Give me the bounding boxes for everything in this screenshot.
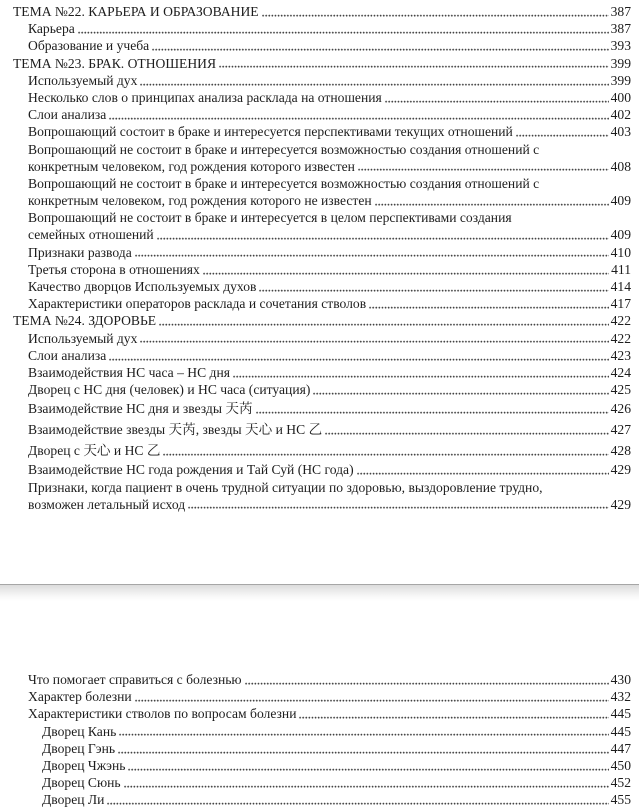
- toc-entry-page-number: 387: [610, 21, 631, 37]
- dot-leader: [188, 506, 608, 509]
- toc-entry-title: Несколько слов о принципах анализа расклада на отношения: [28, 89, 382, 105]
- toc-entry[interactable]: [0, 381, 639, 398]
- toc-entry[interactable]: [0, 740, 639, 757]
- toc-entry-page-number: 387: [610, 4, 631, 19]
- dot-leader: [262, 14, 609, 17]
- toc-entry-page-number: 411: [611, 261, 631, 277]
- toc-entry[interactable]: [0, 688, 639, 705]
- toc-entry[interactable]: [0, 141, 639, 158]
- toc-entry-page-number: 410: [610, 244, 631, 260]
- dot-leader: [516, 134, 609, 137]
- toc-page-2: [0, 601, 639, 808]
- toc-entry-title: Дворец Кань: [42, 723, 117, 739]
- toc-entry-page-number: 414: [610, 279, 631, 294]
- toc-entry-title: Слои анализа: [28, 107, 107, 123]
- dot-leader: [118, 751, 609, 754]
- page-separator: [0, 584, 639, 601]
- toc-entry-title: Используемый дух: [28, 330, 138, 346]
- toc-entry[interactable]: [0, 72, 639, 89]
- dot-leader: [109, 358, 608, 361]
- toc-entry-page-number: 455: [610, 792, 631, 808]
- toc-entry-page-number: 427: [610, 422, 631, 438]
- toc-entry-page-number: 409: [610, 227, 631, 243]
- toc-entry-page-number: 393: [610, 38, 631, 54]
- dot-leader: [107, 802, 608, 805]
- dot-leader: [159, 323, 609, 326]
- toc-entry[interactable]: [0, 123, 639, 140]
- toc-entry-title: конкретным человеком, год рождения которого известен: [28, 158, 355, 174]
- dot-leader: [357, 472, 609, 475]
- toc-entry-page-number: 422: [610, 330, 631, 346]
- toc-entry[interactable]: [0, 791, 639, 808]
- dot-leader: [313, 392, 608, 395]
- dot-leader: [245, 682, 609, 685]
- dot-leader: [128, 768, 608, 771]
- toc-entry[interactable]: [0, 244, 639, 261]
- toc-entry[interactable]: [0, 705, 639, 722]
- dot-leader: [325, 432, 608, 435]
- toc-entry-page-number: 452: [610, 775, 631, 791]
- toc-entry-title: Третья сторона в отношениях: [28, 261, 200, 277]
- toc-page-2-lines: [0, 671, 639, 809]
- toc-entry-page-number: 445: [610, 723, 631, 739]
- toc-entry[interactable]: [0, 774, 639, 791]
- dot-leader: [140, 83, 608, 86]
- toc-entry-title: Признаки, когда пациент в очень трудной ситуации по здоровью, выздоровление трудно,: [28, 479, 543, 495]
- toc-entry-title: Образование и учеба: [28, 38, 150, 54]
- dot-leader: [369, 306, 608, 309]
- toc-entry-title: конкретным человеком, год рождения которого не известен: [28, 193, 372, 209]
- toc-entry-page-number: 428: [610, 443, 631, 459]
- toc-entry[interactable]: [0, 295, 639, 312]
- toc-page-1-lines: [0, 3, 639, 513]
- dot-leader: [259, 289, 608, 292]
- toc-entry-title: Характеристики стволов по вопросам болезни: [28, 706, 297, 722]
- toc-entry-page-number: 417: [610, 296, 631, 312]
- toc-entry-page-number: 450: [610, 757, 631, 773]
- toc-entry-title: Слои анализа: [28, 347, 107, 363]
- toc-entry-title: ТЕМА №22. КАРЬЕРА И ОБРАЗОВАНИЕ: [13, 4, 259, 19]
- toc-entry-page-number: 425: [610, 382, 631, 398]
- dot-leader: [256, 411, 609, 414]
- toc-entry[interactable]: [0, 106, 639, 123]
- toc-entry-page-number: 399: [610, 55, 631, 71]
- toc-entry[interactable]: [0, 723, 639, 740]
- toc-entry-title: Взаимодействия НС часа – НС дня: [28, 364, 231, 380]
- dot-leader: [135, 699, 609, 702]
- dot-leader: [375, 203, 609, 206]
- toc-entry-title: возможен летальный исход: [28, 496, 186, 512]
- toc-entry-title: Дворец с 天心 и НС 乙: [28, 443, 161, 459]
- dot-leader: [157, 237, 609, 240]
- toc-entry-page-number: 409: [610, 193, 631, 209]
- toc-entry[interactable]: [0, 37, 639, 54]
- toc-entry-page-number: 424: [610, 364, 631, 380]
- toc-entry-title: Дворец Чжэнь: [42, 757, 126, 773]
- toc-entry[interactable]: [0, 278, 639, 295]
- toc-entry[interactable]: [0, 671, 639, 688]
- toc-entry[interactable]: [0, 312, 639, 329]
- toc-entry-page-number: 432: [610, 689, 631, 705]
- toc-entry[interactable]: [0, 3, 639, 20]
- toc-entry[interactable]: [0, 158, 639, 175]
- toc-entry[interactable]: [0, 55, 639, 72]
- dot-leader: [140, 340, 608, 343]
- toc-entry-title: Вопрошающий не состоит в браке и интересуется возможностью создания отношений с: [28, 141, 540, 157]
- toc-entry[interactable]: [0, 192, 639, 209]
- toc-entry-title: ТЕМА №24. ЗДОРОВЬЕ: [13, 313, 157, 329]
- dot-leader: [203, 272, 609, 275]
- toc-entry-title: Взаимодействие НС года рождения и Тай Суй (НС года): [28, 462, 354, 478]
- toc-entry-page-number: 423: [610, 347, 631, 363]
- toc-entry[interactable]: [0, 175, 639, 192]
- toc-entry[interactable]: [0, 419, 639, 440]
- toc-entry-title: Вопрошающий не состоит в браке и интересуется в целом перспективами создания: [28, 210, 512, 226]
- toc-entry[interactable]: [0, 209, 639, 226]
- toc-entry[interactable]: [0, 347, 639, 364]
- dot-leader: [233, 375, 609, 378]
- toc-entry[interactable]: [0, 496, 639, 513]
- dot-leader: [135, 254, 609, 257]
- toc-entry-page-number: 429: [610, 496, 631, 512]
- toc-entry[interactable]: [0, 261, 639, 278]
- toc-entry[interactable]: [0, 440, 639, 461]
- toc-entry-page-number: 426: [610, 401, 631, 417]
- toc-entry[interactable]: [0, 89, 639, 106]
- dot-leader: [78, 31, 609, 34]
- toc-entry-title: Используемый дух: [28, 72, 138, 88]
- toc-entry-page-number: 403: [610, 124, 631, 140]
- dot-leader: [152, 48, 608, 51]
- toc-entry-title: Дворец Ли: [42, 792, 105, 808]
- toc-entry-title: Характеристики операторов расклада и сочетания стволов: [28, 296, 367, 312]
- dot-leader: [358, 168, 609, 171]
- dot-leader: [299, 716, 608, 719]
- toc-entry-title: семейных отношений: [28, 227, 154, 243]
- dot-leader: [124, 785, 609, 788]
- dot-leader: [109, 117, 608, 120]
- toc-entry-title: Дворец Гэнь: [42, 740, 116, 756]
- toc-entry-title: Карьера: [28, 21, 75, 37]
- toc-entry[interactable]: [0, 479, 639, 496]
- toc-entry-title: Характер болезни: [28, 689, 132, 705]
- toc-entry-page-number: 399: [610, 72, 631, 88]
- toc-entry-title: Вопрошающий состоит в браке и интересуется перспективами текущих отношений: [28, 124, 513, 140]
- toc-entry[interactable]: [0, 398, 639, 419]
- toc-entry-title: Дворец с НС дня (человек) и НС часа (ситуация): [28, 382, 311, 398]
- toc-entry[interactable]: [0, 20, 639, 37]
- toc-entry[interactable]: [0, 757, 639, 774]
- dot-leader: [385, 100, 609, 103]
- toc-entry[interactable]: [0, 226, 639, 243]
- toc-entry-page-number: 430: [610, 672, 631, 687]
- dot-leader: [163, 453, 608, 456]
- toc-entry-page-number: 447: [610, 740, 631, 756]
- dot-leader: [119, 733, 608, 736]
- toc-entry-page-number: 400: [610, 89, 631, 105]
- toc-entry-title: Взаимодействие НС дня и звезды 天芮: [28, 401, 253, 417]
- toc-entry[interactable]: [0, 330, 639, 347]
- toc-entry[interactable]: [0, 461, 639, 478]
- toc-entry-page-number: 429: [610, 462, 631, 478]
- toc-entry-page-number: 445: [610, 706, 631, 722]
- toc-entry-title: Взаимодействие звезды 天芮, звезды 天心 и НС 乙: [28, 422, 323, 438]
- toc-entry-page-number: 402: [610, 107, 631, 123]
- toc-entry-title: Признаки развода: [28, 244, 132, 260]
- toc-entry-title: Качество дворцов Используемых духов: [28, 279, 257, 294]
- toc-entry-title: ТЕМА №23. БРАК. ОТНОШЕНИЯ: [13, 55, 217, 71]
- toc-entry-page-number: 408: [610, 158, 631, 174]
- toc-entry-title: Вопрошающий не состоит в браке и интересуется возможностью создания отношений с: [28, 175, 540, 191]
- toc-entry-title: Что помогает справиться с болезнью: [28, 672, 242, 687]
- toc-entry[interactable]: [0, 364, 639, 381]
- toc-entry-title: Дворец Сюнь: [42, 775, 121, 791]
- toc-entry-page-number: 422: [610, 313, 631, 329]
- dot-leader: [219, 65, 609, 68]
